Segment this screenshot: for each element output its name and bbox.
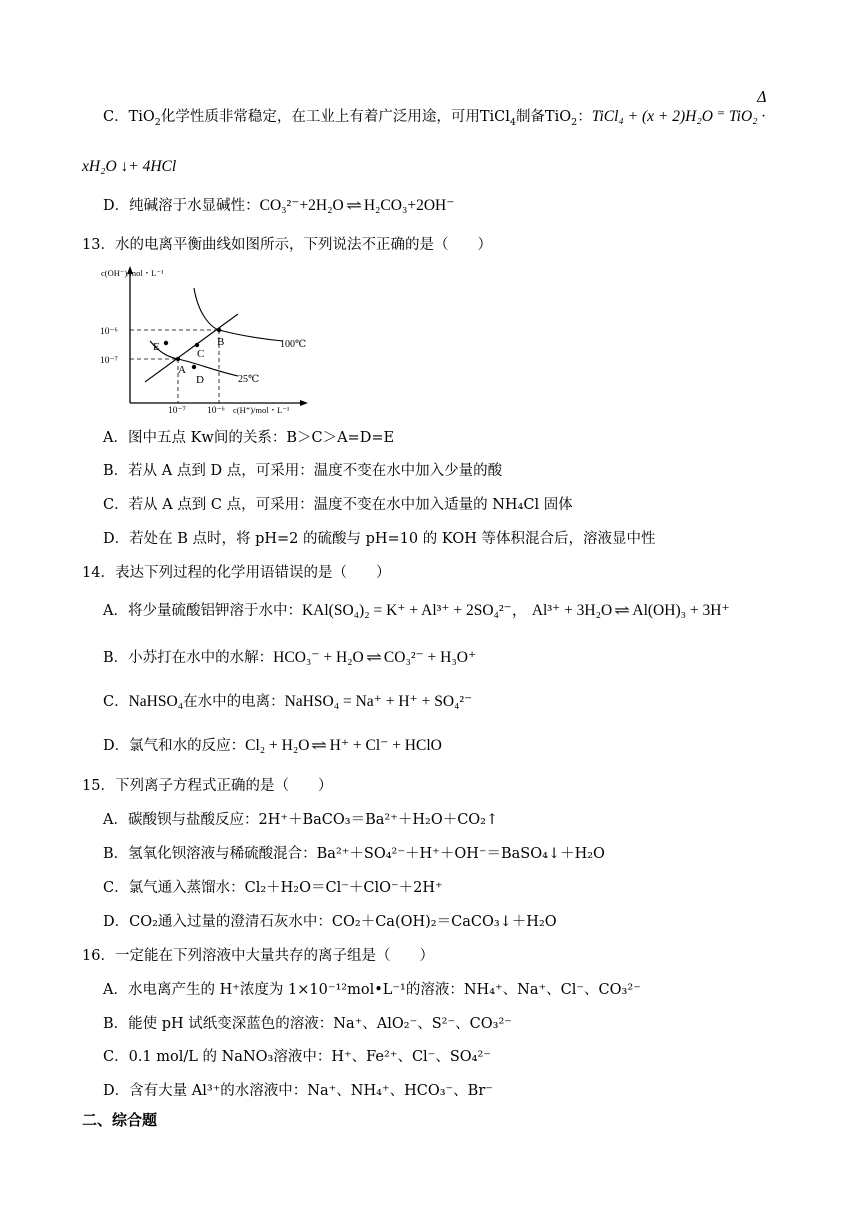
label-a: A — [178, 364, 186, 376]
q13-option-b: B．若从 A 点到 D 点，可采用：温度不变在水中加入少量的酸 — [103, 463, 503, 479]
x-axis-arrow-icon — [300, 400, 308, 406]
question-15: 15．下列离子方程式正确的是（ ） — [82, 778, 333, 794]
q14-option-b — [103, 648, 476, 668]
q14-a-eq1: KAl(SO₄)₂ = K⁺ + Al³⁺ + 2SO₄²⁻， — [301, 602, 528, 619]
q12-d-right: H₂CO₃+2OH⁻ — [363, 197, 455, 214]
q15-option-d: D．CO₂通入过量的澄清石灰水中：CO₂＋Ca(OH)₂＝CaCO₃↓＋H₂O — [103, 914, 557, 930]
delta-symbol: Δ — [757, 90, 768, 106]
q14-option-c — [103, 692, 472, 712]
equilibrium-arrow-icon: ⇌ — [345, 198, 362, 214]
equilibrium-arrow-icon: ⇌ — [311, 738, 328, 754]
q14-a-eq2-left: Al³⁺ + 3H₂O — [531, 602, 613, 619]
point-e — [164, 341, 168, 345]
q12-c-text: 化学性质非常稳定，在工业上有着广泛用途，可用TiCl — [160, 109, 510, 125]
curve-low-label: 25℃ — [238, 374, 260, 385]
label-c: C — [197, 348, 205, 360]
q14-a-label: A．将少量硫酸铝钾溶于水中： — [103, 603, 302, 619]
q16-option-b: B．能使 pH 试纸变深蓝色的溶液：Na⁺、AlO₂⁻、S²⁻、CO₃²⁻ — [103, 1016, 512, 1032]
label-b: B — [217, 336, 225, 348]
q13-option-d: D．若处在 B 点时，将 pH=2 的硫酸与 pH=10 的 KOH 等体积混合后，溶液显中性 — [103, 531, 656, 547]
q14-d-left: Cl₂ + H₂O — [245, 737, 310, 754]
x-tick-high: 10⁻⁶ — [207, 406, 225, 416]
y-axis-label: c(OH⁻)/mol・L⁻¹ — [101, 268, 164, 278]
q12-d-left: CO₃²⁻+2H₂O — [259, 197, 344, 214]
q16-option-d: D．含有大量 Al³⁺的水溶液中：Na⁺、NH₄⁺、HCO₃⁻、Br⁻ — [103, 1083, 493, 1099]
question-13: 13．水的电离平衡曲线如图所示，下列说法不正确的是（ ） — [82, 237, 492, 253]
curve-100c — [194, 288, 283, 341]
q13-option-c: C．若从 A 点到 C 点，可采用：温度不变在水中加入适量的 NH₄Cl 固体 — [103, 497, 573, 513]
q15-option-c: C．氯气通入蒸馏水：Cl₂＋H₂O＝Cl⁻＋ClO⁻＋2H⁺ — [103, 880, 443, 896]
y-tick-high: 10⁻⁶ — [100, 327, 118, 337]
q12-c-equation: TiCl₄ + (x + 2)H₂O ⁼ TiO₂ · — [591, 108, 766, 125]
q14-c-eq: NaHSO₄ = Na⁺ + H⁺ + SO₄²⁻ — [284, 693, 473, 710]
q12-d-label: D．纯碱溶于水显碱性： — [103, 198, 260, 214]
q14-b-label: B．小苏打在水中的水解： — [103, 650, 274, 666]
curve-high-label: 100℃ — [280, 339, 307, 350]
section-heading: 二、综合题 — [82, 1111, 158, 1129]
point-a — [176, 357, 180, 361]
point-d — [192, 365, 196, 369]
q14-a-eq2-right: Al(OH)₃ + 3H⁺ — [632, 602, 730, 619]
x-tick-low: 10⁻⁷ — [168, 406, 186, 416]
q14-d-label: D．氯气和水的反应： — [103, 738, 246, 754]
y-tick-low: 10⁻⁷ — [100, 356, 118, 366]
q13-option-a: A．图中五点 Kw间的关系：B＞C＞A=D=E — [103, 430, 395, 446]
q12-c-text2: 制备TiO — [515, 109, 572, 125]
q14-b-right: CO₃²⁻ + H₃O⁺ — [383, 649, 477, 666]
question-16: 16．一定能在下列溶液中大量共存的离子组是（ ） — [82, 948, 434, 964]
q16-option-c: C．0.1 mol/L 的 NaNO₃溶液中：H⁺、Fe²⁺、Cl⁻、SO₄²⁻ — [103, 1049, 491, 1065]
q15-option-b: B．氢氧化钡溶液与稀硫酸混合：Ba²⁺＋SO₄²⁻＋H⁺＋OH⁻＝BaSO₄↓＋H₂O — [103, 846, 605, 862]
q14-option-a — [103, 601, 730, 621]
q15-option-a: A．碳酸钡与盐酸反应：2H⁺＋BaCO₃＝Ba²⁺＋H₂O＋CO₂↑ — [103, 812, 499, 828]
q12-c-prefix: C．TiO — [103, 109, 155, 125]
point-b — [217, 328, 221, 332]
point-c — [195, 343, 199, 347]
q14-b-left: HCO₃⁻ + H₂O — [273, 649, 364, 666]
q14-c-mid: 在水中的电离： — [183, 694, 285, 710]
x-axis-label: c(H⁺)/mol・L⁻¹ — [233, 405, 290, 415]
equilibrium-arrow-icon: ⇌ — [614, 603, 631, 619]
label-e: E — [153, 341, 160, 353]
q16-option-a: A．水电离产生的 H⁺浓度为 1×10⁻¹²mol•L⁻¹的溶液：NH₄⁺、Na⁺、Cl⁻、CO₃²⁻ — [103, 982, 641, 998]
q12-option-c: C．TiO$_2$化学性质非常稳定，在工业上有着广泛用途，可用TiCl$_4$制备TiO$_2$：TiCl₄ + (x + 2)H₂O ⁼ TiO₂ · — [103, 108, 766, 128]
q14-d-right: H⁺ + Cl⁻ + HClO — [329, 737, 442, 754]
water-ionization-graph — [98, 263, 313, 417]
equilibrium-arrow-icon: ⇌ — [365, 650, 382, 666]
q14-c-sub: NaHSO₄ — [128, 693, 184, 710]
q14-option-d — [103, 736, 442, 756]
q12-c-eq-cont: xH₂O ↓+ 4HCl — [82, 158, 177, 175]
label-d: D — [196, 374, 204, 386]
q14-c-label: C． — [103, 694, 129, 710]
q12-option-d — [103, 196, 454, 216]
q12-c-continuation — [82, 157, 176, 177]
question-14: 14．表达下列过程的化学用语错误的是（ ） — [82, 565, 391, 581]
